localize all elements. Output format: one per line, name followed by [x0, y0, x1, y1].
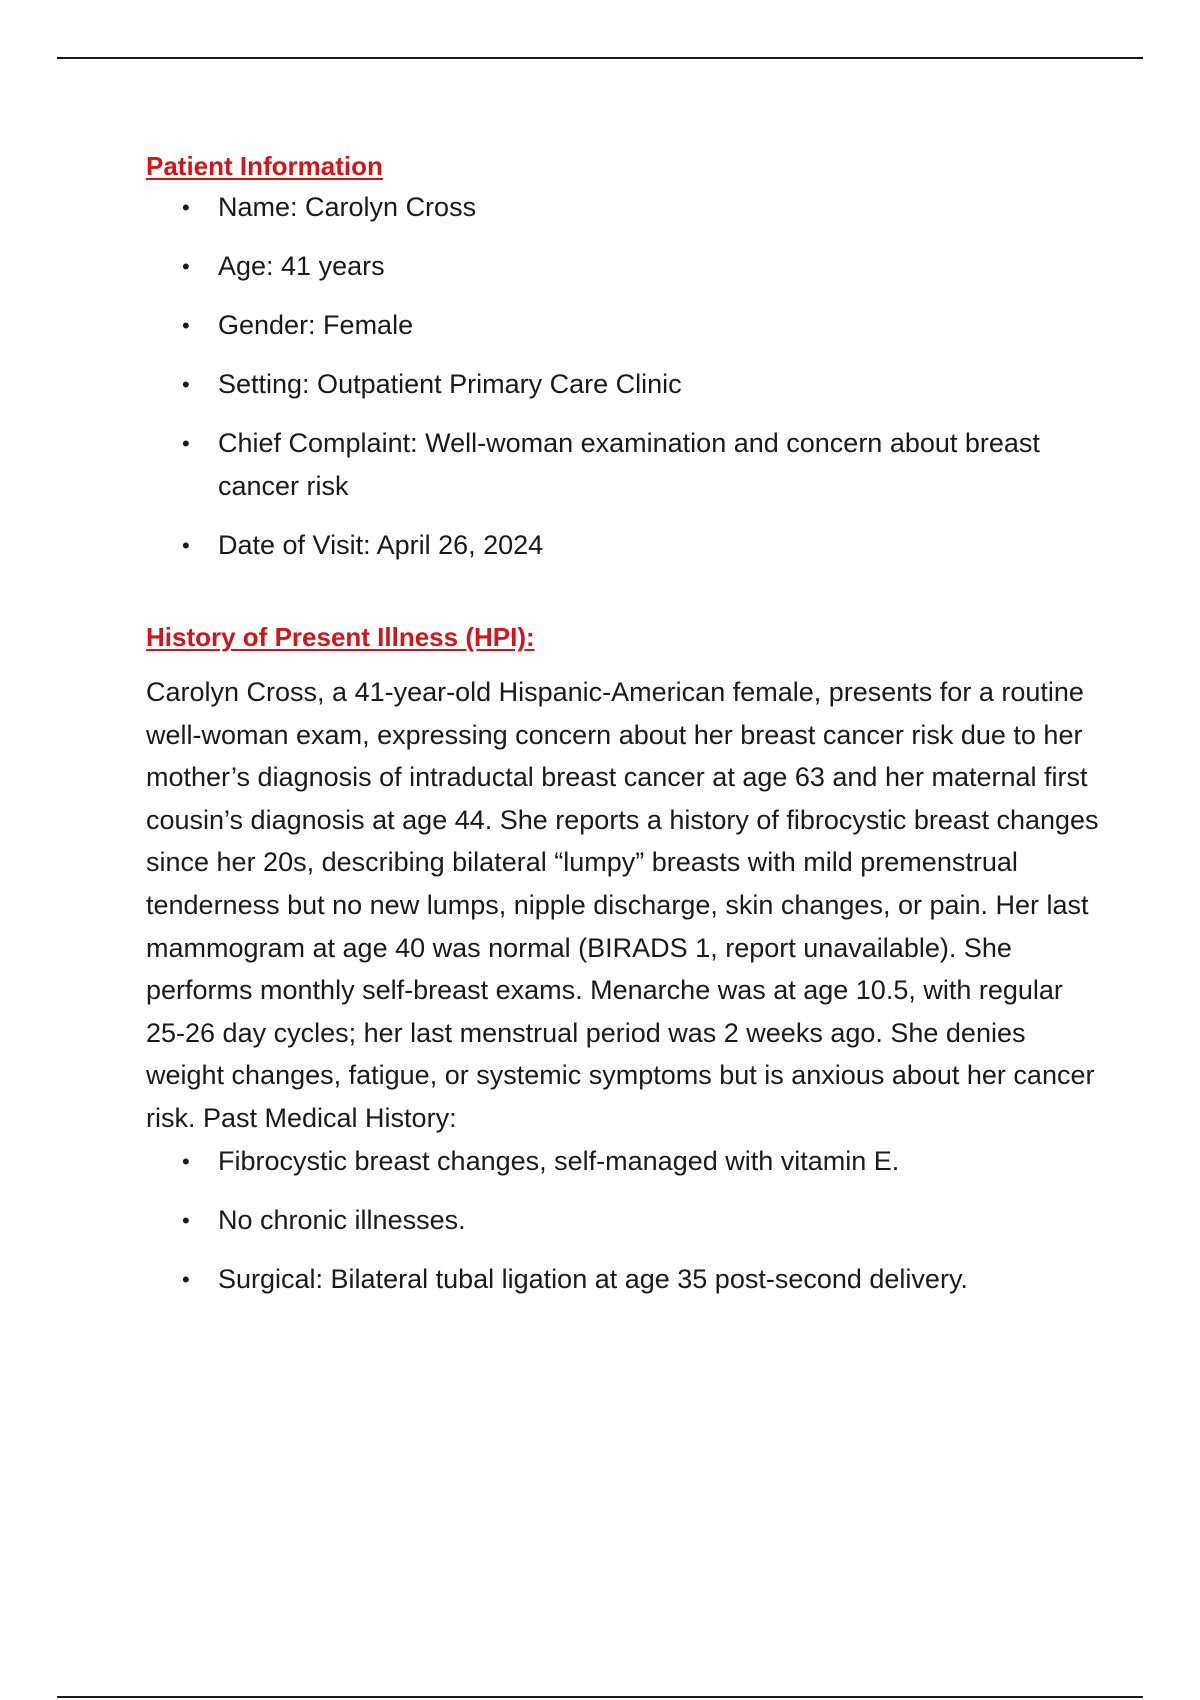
bottom-rule: [57, 1696, 1143, 1698]
list-item-text: Name: Carolyn Cross: [218, 192, 477, 222]
top-rule: [57, 57, 1143, 59]
list-item-text: No chronic illnesses.: [218, 1204, 466, 1235]
list-item: [146, 524, 1106, 567]
list-item-text: Chief Complaint: Well-woman examination and concern about breast cancer risk: [218, 428, 1040, 501]
patient-information-list: [146, 186, 1106, 567]
bullet-icon: •: [182, 431, 190, 456]
list-item: [146, 363, 1106, 406]
bullet-icon: •: [182, 254, 190, 279]
list-item-text: Surgical: Bilateral tubal ligation at age 35 post-second delivery.: [218, 1263, 968, 1294]
bullet-icon: •: [182, 372, 190, 397]
list-item-text: Gender: Female: [218, 310, 414, 340]
list-item-text: Age: 41 years: [218, 251, 385, 281]
list-item: [146, 1258, 1106, 1301]
hpi-heading: History of Present Illness (HPI):: [146, 622, 535, 652]
list-item: [146, 186, 1106, 229]
list-item: [146, 1199, 1106, 1242]
list-item: [146, 304, 1106, 347]
past-medical-history-list: [146, 1140, 1106, 1301]
list-item-text: Fibrocystic breast changes, self-managed with vitamin E.: [218, 1145, 900, 1176]
bullet-icon: •: [182, 1148, 190, 1174]
hpi-paragraph: Carolyn Cross, a 41-year-old Hispanic-American female, presents for a routine well-woman exam, expressing concern about her breast cancer risk due to her mother’s diagnosis of intraductal breast cancer at age 63 and her maternal first cousin’s diagnosis at age 44. She reports a history of fibrocystic breast changes since her 20s, describing bilateral “lumpy” breasts with mild premenstrual tenderness but no new lumps, nipple discharge, skin changes, or pain. Her last mammogram at age 40 was normal (BIRADS 1, report unavailable). She performs monthly self-breast exams. Menarche was at age 10.5, with regular 25-26 day cycles; her last menstrual period was 2 weeks ago. She denies weight changes, fatigue, or systemic symptoms but is anxious about her cancer risk. Past Medical History:: [146, 677, 1099, 1133]
list-item: [146, 245, 1106, 288]
list-item: [146, 1140, 1106, 1183]
bullet-icon: •: [182, 533, 190, 558]
patient-information-heading: Patient Information: [146, 151, 383, 181]
list-item: [146, 422, 1106, 508]
list-item-text: Date of Visit: April 26, 2024: [218, 530, 544, 560]
document-body: [146, 146, 1106, 1301]
bullet-icon: •: [182, 195, 190, 220]
bullet-icon: •: [182, 1266, 190, 1292]
bullet-icon: •: [182, 1207, 190, 1233]
bullet-icon: •: [182, 313, 190, 338]
list-item-text: Setting: Outpatient Primary Care Clinic: [218, 369, 682, 399]
